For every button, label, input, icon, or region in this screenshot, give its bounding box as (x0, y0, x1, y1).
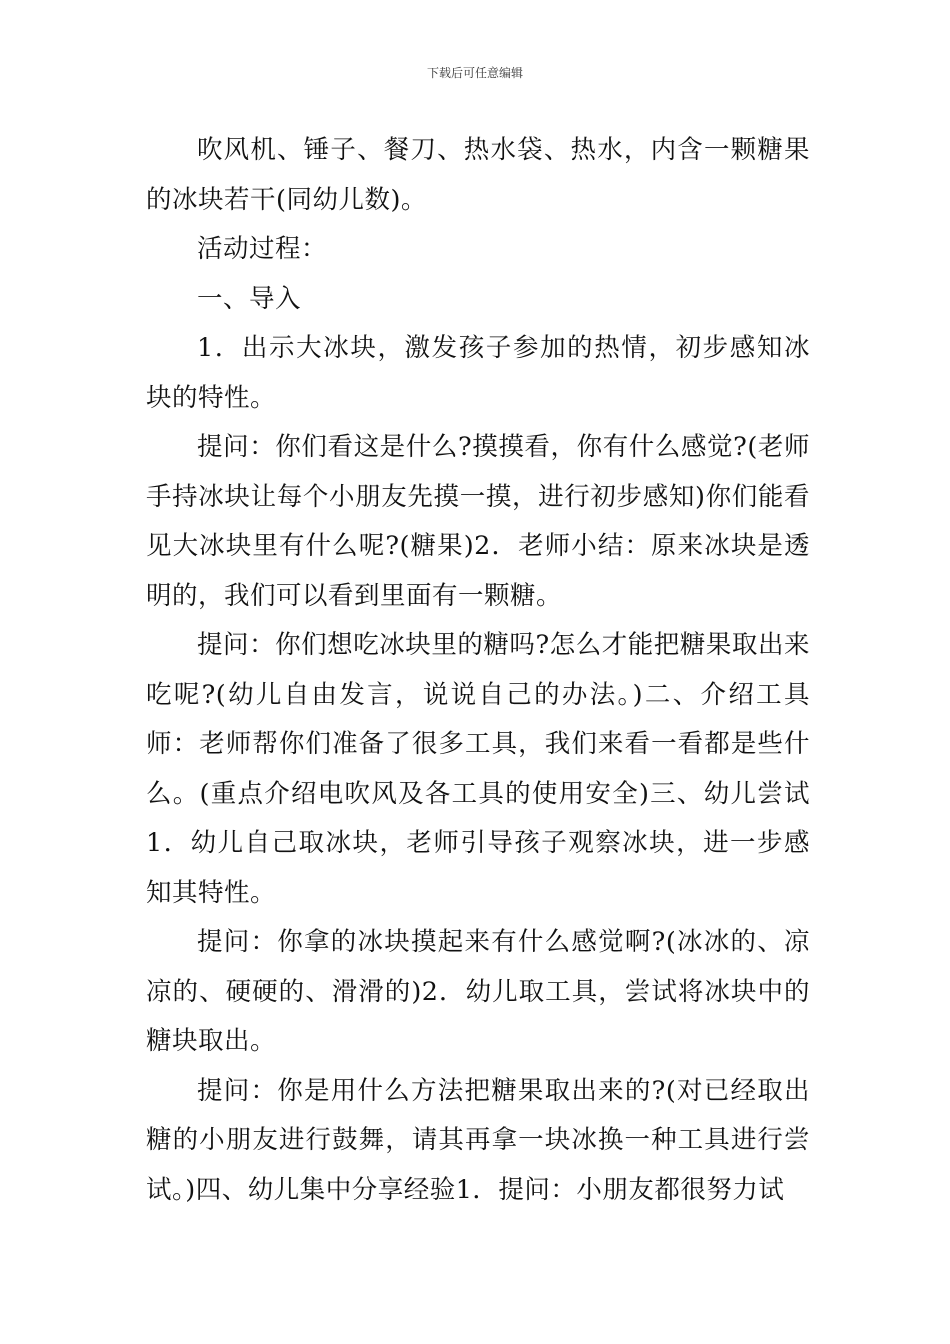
paragraph-question-1: 提问：你们看这是什么?摸摸看，你有什么感觉?(老师手持冰块让每个小朋友先摸一摸，进行初步感知)你们能看见大冰块里有什么呢?(糖果)2．老师小结：原来冰块是透明的，我们可以看到里面有一颗糖。 (146, 432, 810, 611)
document-body (146, 126, 810, 1215)
paragraph-section-intro: 一、导入 (197, 283, 302, 314)
paragraph-question-2: 提问：你们想吃冰块里的糖吗?怎么才能把糖果取出来吃呢?(幼儿自由发言，说说自己的办法。)二、介绍工具师：老师帮你们准备了很多工具，我们来看一看都是些什么。(重点介绍电吹风及各工具的使用安全)三、幼儿尝试1．幼儿自己取冰块，老师引导孩子观察冰块，进一步感知其特性。 (146, 630, 810, 908)
paragraph-materials: 吹风机、锤子、餐刀、热水袋、热水，内含一颗糖果的冰块若干(同幼儿数)。 (146, 135, 810, 215)
paragraph-activity-heading: 活动过程： (197, 234, 328, 264)
paragraph-question-4: 提问：你是用什么方法把糖果取出来的?(对已经取出糖的小朋友进行鼓舞，请其再拿一块冰换一种工具进行尝试。)四、幼儿集中分享经验1．提问：小朋友都很努力试 (146, 1075, 810, 1205)
paragraph-question-3: 提问：你拿的冰块摸起来有什么感觉啊?(冰冰的、凉凉的、硬硬的、滑滑的)2．幼儿取工具，尝试将冰块中的糖块取出。 (146, 927, 810, 1056)
page-header: 下载后可任意编辑 (426, 66, 523, 80)
paragraph-step-1: 1．出示大冰块，激发孩子参加的热情，初步感知冰块的特性。 (146, 333, 810, 413)
